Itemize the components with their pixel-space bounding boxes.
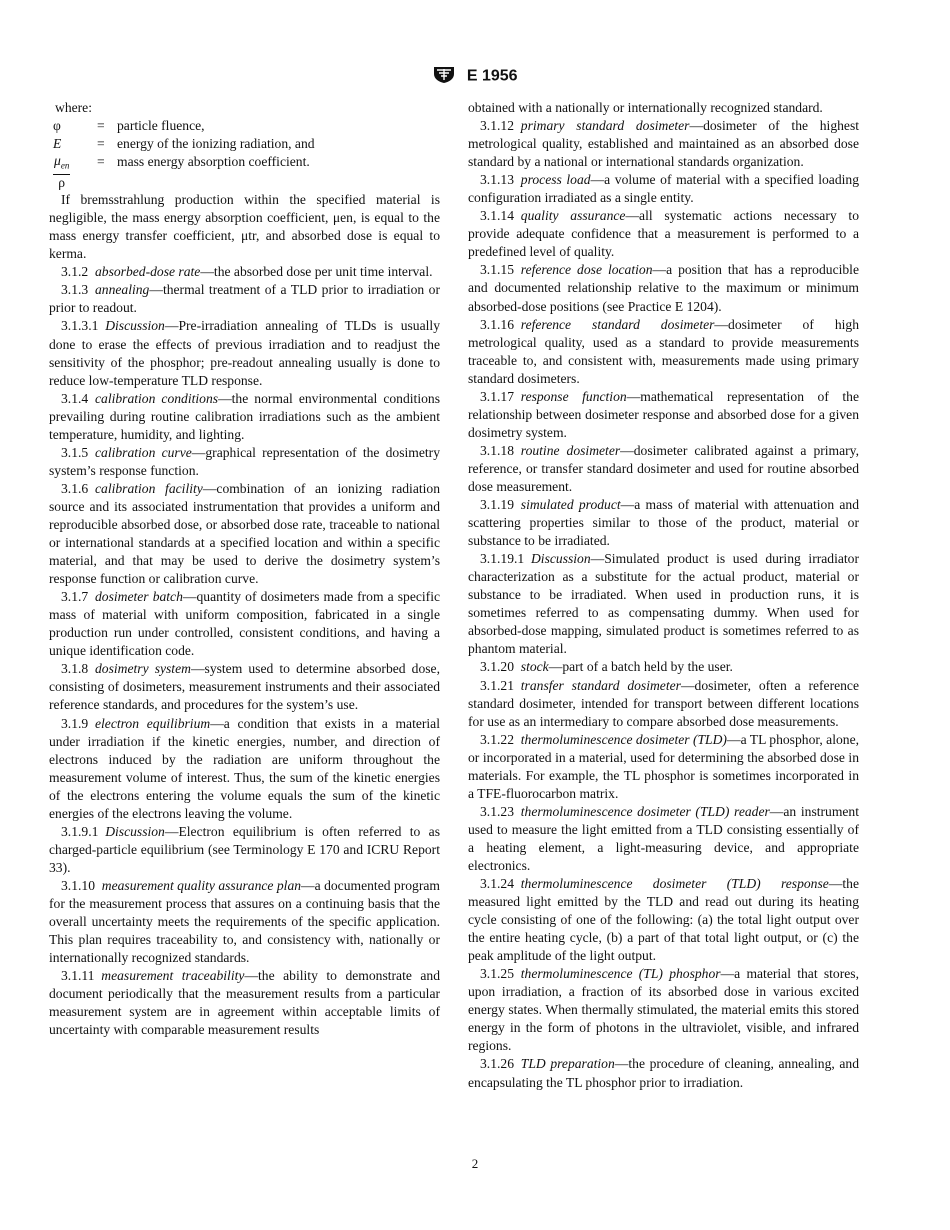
defined-term: reference dose location — [520, 262, 653, 278]
definition-paragraph — [49, 317, 440, 389]
section-number: 3.1.15 — [480, 262, 514, 278]
page-header — [0, 64, 950, 89]
defined-term: thermoluminescence (TL) phosphor — [520, 966, 721, 982]
defined-term: Discussion — [105, 318, 165, 334]
definition-text: —thermal treatment of a TLD prior to irradiation or prior to readout. — [49, 282, 440, 316]
defined-term: process load — [520, 172, 591, 188]
bremsstrahlung-paragraph: If bremsstrahlung production within the specified material is negligible, the mass energy absorption coefficient, μen, is equal to the mass energy transfer coefficient, μtr, and absorbed dose is equal to kerma. — [49, 192, 440, 262]
section-number: 3.1.3 — [61, 282, 89, 298]
definition-paragraph — [49, 263, 440, 281]
symbol-mu-en-over-rho: $\frac{\mu_{en}}{\rho}$ — [54, 153, 70, 190]
definition-row — [49, 117, 440, 135]
definition-text: —all systematic actions necessary to provide adequate confidence that a measurement is performed to a predefined level of quality. — [468, 208, 859, 260]
definition-text: —a TL phosphor, alone, or incorporated in a material, used for determining the absorbed dose in materials. For example, the TL phosphor is sometimes incorporated in a TFE-fluorocarbon matrix. — [468, 731, 860, 801]
section-number: 3.1.12 — [480, 118, 514, 134]
astm-logo-icon — [432, 64, 456, 89]
equals-sign: = — [97, 154, 105, 170]
definition-text: —a material that stores, upon irradiation, a fraction of its absorbed dose in various excited energy states. When thermally stimulated, the material emits this stored energy in the form of photons in the ultraviolet, visible, and infrared regions. — [468, 966, 859, 1054]
definition-paragraph — [468, 965, 859, 1055]
definition-text: —graphical representation of the dosimetry system’s response function. — [49, 444, 440, 478]
definition-text: particle fluence, — [117, 118, 205, 134]
document-number: E 1956 — [466, 67, 518, 85]
symbol-phi: φ — [53, 118, 61, 134]
definition-row — [49, 153, 440, 189]
section-number: 3.1.19 — [480, 497, 514, 513]
equals-sign: = — [97, 118, 105, 134]
definition-paragraph — [468, 117, 859, 171]
section-number: 3.1.4 — [61, 390, 89, 406]
definition-paragraph — [468, 875, 859, 965]
defined-term: quality assurance — [520, 208, 626, 224]
section-number: 3.1.23 — [480, 803, 514, 819]
definition-paragraph — [468, 207, 859, 261]
definition-text: —a position that has a reproducible and documented relationship relative to the maximum or minimum absorbed-dose positions (see Practice E 1204). — [468, 262, 859, 314]
definition-text: —the absorbed dose per unit time interval. — [200, 264, 433, 280]
definition-paragraph — [468, 550, 859, 658]
left-column — [49, 99, 440, 1039]
section-number: 3.1.17 — [480, 388, 514, 404]
definition-text: —an instrument used to measure the light emitted from a TLD consisting essentially of a heating element, a light-measuring device, and appropriate electronics. — [468, 803, 860, 873]
right-column — [468, 99, 859, 1092]
definition-text: —quantity of dosimeters made from a specific mass of material with uniform composition, fabricated in a single production run under controlled, consistent conditions, and having a unique identification code. — [49, 589, 441, 659]
defined-term: thermoluminescence dosimeter (TLD) — [520, 731, 727, 747]
section-number: 3.1.16 — [480, 316, 514, 332]
definition-paragraph — [468, 316, 859, 388]
definition-text: —dosimeter, often a reference standard dosimeter, intended for transport between different locations for use as an intermediary to compare absorbed dose measurements. — [468, 677, 860, 729]
defined-term: annealing — [94, 282, 150, 298]
definition-paragraph — [468, 677, 859, 731]
section-number: 3.1.21 — [480, 677, 514, 693]
definition-text: —mathematical representation of the relationship between dosimeter response and absorbed dose for a given dosimetry system. — [468, 388, 859, 440]
definition-paragraph — [49, 281, 440, 317]
left-definitions — [49, 263, 440, 1039]
where-intro: where: — [55, 100, 92, 115]
definition-paragraph — [49, 715, 440, 823]
defined-term: response function — [520, 388, 627, 404]
defined-term: Discussion — [530, 551, 591, 567]
defined-term: measurement traceability — [101, 968, 245, 984]
defined-term: calibration curve — [94, 444, 192, 460]
definition-paragraph — [468, 1055, 859, 1091]
definition-paragraph — [468, 496, 859, 550]
definition-paragraph — [468, 658, 859, 676]
definition-paragraph — [468, 261, 859, 315]
equals-sign: = — [97, 136, 105, 152]
definition-paragraph — [468, 731, 859, 803]
defined-term: primary standard dosimeter — [520, 118, 690, 134]
defined-term: calibration facility — [94, 480, 203, 496]
defined-term: routine dosimeter — [520, 442, 621, 458]
definition-paragraph — [49, 390, 440, 444]
definition-text: —combination of an ionizing radiation source and its associated instrumentation that provides a uniform and reproducible absorbed dose, or absorbed dose rate, traceable to national or international standards at a specified location and within a specific material, and that may be used to derive the dosimetry system’s response function or calibration curve. — [49, 480, 441, 587]
definition-paragraph — [468, 171, 859, 207]
defined-term: stock — [520, 659, 549, 675]
section-number: 3.1.24 — [480, 876, 514, 892]
definition-paragraph — [49, 877, 440, 967]
right-definitions — [468, 117, 859, 1092]
definition-text: —part of a batch held by the user. — [548, 659, 733, 675]
definition-text: mass energy absorption coefficient. — [117, 154, 310, 170]
page-number: 2 — [471, 1156, 479, 1171]
symbol-definitions — [49, 117, 440, 189]
defined-term: Discussion — [105, 823, 165, 839]
defined-term: dosimeter batch — [94, 589, 183, 605]
definition-text: —a documented program for the measurement process that assures on a continuing basis that the overall uncertainty meets the requirements of the specific application. This plan requires traceability to, and consistency with, nationally or internationally recognized standards. — [49, 877, 440, 966]
defined-term: absorbed-dose rate — [94, 264, 201, 280]
section-number: 3.1.7 — [61, 589, 89, 605]
section-number: 3.1.6 — [61, 480, 89, 496]
definition-text: —system used to determine absorbed dose, consisting of dosimeters, measurement instruments and their associated reference standards, and procedures for the system’s use. — [49, 661, 440, 713]
definition-paragraph — [49, 588, 440, 660]
section-number: 3.1.9.1 — [61, 823, 99, 839]
definition-paragraph — [468, 388, 859, 442]
definition-text: —a mass of material with attenuation and scattering properties similar to those of the product, material or substance to be irradiated. — [468, 497, 859, 549]
definition-text: energy of the ionizing radiation, and — [117, 136, 315, 152]
definition-text: —the procedure of cleaning, annealing, and encapsulating the TL phosphor prior to irradiation. — [468, 1056, 860, 1090]
section-number: 3.1.25 — [480, 966, 514, 982]
definition-paragraph — [49, 967, 440, 1039]
definition-text: —Electron equilibrium is often referred to as charged-particle equilibrium (see Terminology E 170 and ICRU Report 33). — [49, 823, 440, 875]
section-number: 3.1.13 — [480, 172, 514, 188]
section-number: 3.1.2 — [61, 264, 89, 280]
definition-text: —the measured light emitted by the TLD and read out during its heating cycle consisting of one of the following: (a) the total light output over the entire heating cycle, (b) a part of that total light output, or (c) the peak amplitude of the light output. — [468, 876, 859, 964]
defined-term: electron equilibrium — [94, 715, 211, 731]
definition-paragraph — [49, 823, 440, 877]
section-number: 3.1.26 — [480, 1056, 514, 1072]
defined-term: thermoluminescence dosimeter (TLD) reader — [520, 803, 770, 819]
continued-text: obtained with a nationally or internationally recognized standard. — [468, 100, 823, 115]
section-number: 3.1.3.1 — [61, 318, 99, 334]
section-number: 3.1.9 — [61, 715, 89, 731]
definition-text: —dosimeter calibrated against a primary, reference, or transfer standard dosimeter and used for routine absorbed dose measurement. — [468, 442, 859, 494]
definition-text: —Simulated product is used during irradiator characterization as a substitute for the actual product, material or substance to be irradiated. When used in production runs, it is sometimes referred to as compensating dummy. When used for absorbed-dose mapping, simulated product is sometimes referred to as phantom material. — [468, 551, 859, 657]
section-number: 3.1.14 — [480, 208, 514, 224]
definition-text: —a volume of material with a specified loading configuration irradiated as a single entity. — [468, 172, 860, 206]
symbol-e: E — [53, 136, 62, 152]
section-number: 3.1.5 — [61, 444, 89, 460]
defined-term: reference standard dosimeter — [520, 316, 715, 332]
definition-text: —a condition that exists in a material under irradiation if the kinetic energies, number, and direction of electrons induced by the radiation are uniform throughout the measurement volume of interest. Thus, the sum of the kinetic energies of the electrons entering the volume equals the sum of the kinetic energies of the electrons leaving the volume. — [49, 715, 440, 821]
definition-paragraph — [468, 442, 859, 496]
definition-paragraph — [49, 480, 440, 588]
defined-term: dosimetry system — [94, 661, 191, 677]
defined-term: calibration conditions — [94, 390, 219, 406]
definition-paragraph — [49, 444, 440, 480]
section-number: 3.1.8 — [61, 661, 89, 677]
defined-term: measurement quality assurance plan — [101, 877, 302, 893]
section-number: 3.1.11 — [61, 968, 95, 984]
section-number: 3.1.22 — [480, 731, 514, 747]
section-number: 3.1.20 — [480, 659, 514, 675]
definition-text: —dosimeter of the highest metrological quality, established and maintained as an absorbed dose standard by a national or international standards organization. — [468, 118, 860, 170]
section-number: 3.1.19.1 — [480, 551, 525, 567]
definition-paragraph — [49, 660, 440, 714]
definition-text: —Pre-irradiation annealing of TLDs is usually done to erase the effects of previous irradiation and to readjust the sensitivity of the phosphor; pre-readout annealing usually is done to reduce low-temperature TLD response. — [49, 318, 440, 388]
definition-text: —the normal environmental conditions prevailing during routine calibration irradiations such as the ambient temperature, humidity, and lighting. — [49, 390, 440, 442]
defined-term: thermoluminescence dosimeter (TLD) response — [520, 876, 829, 892]
defined-term: transfer standard dosimeter — [520, 677, 681, 693]
section-number: 3.1.10 — [61, 877, 95, 893]
definition-text: —dosimeter of high metrological quality, used as a standard to provide measurements traceable to, and consistent with, measurements made using primary standard dosimeters. — [468, 316, 859, 386]
definition-paragraph — [468, 803, 859, 875]
definition-text: —the ability to demonstrate and document periodically that the measurement results from a particular measurement system are in agreement within acceptable limits of uncertainty with comparable measurement results — [49, 968, 441, 1038]
section-number: 3.1.18 — [480, 442, 514, 458]
definition-row — [49, 135, 440, 153]
defined-term: simulated product — [520, 497, 621, 513]
defined-term: TLD preparation — [520, 1056, 615, 1072]
